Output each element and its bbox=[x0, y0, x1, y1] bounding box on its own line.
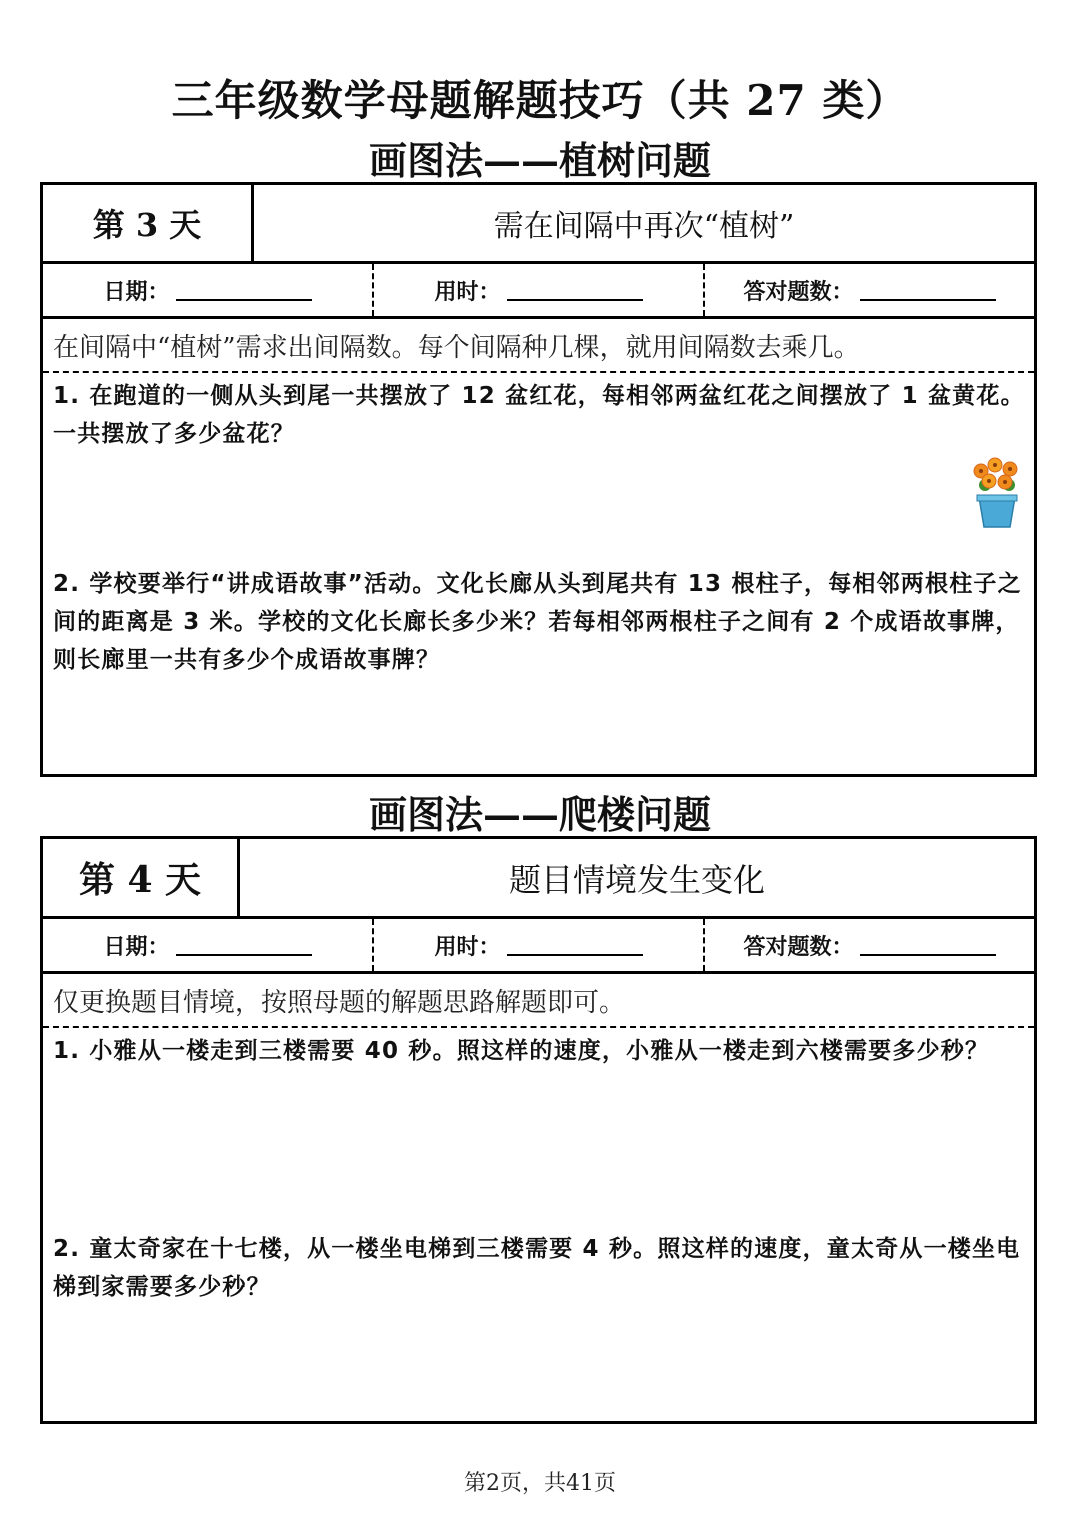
time-blank[interactable] bbox=[507, 934, 643, 956]
info-row bbox=[43, 919, 1034, 974]
info-row bbox=[43, 264, 1034, 319]
date-field[interactable] bbox=[43, 919, 372, 971]
correct-label: 答对题数： bbox=[743, 279, 854, 305]
problems-area bbox=[43, 1028, 1034, 1423]
correct-blank[interactable] bbox=[860, 279, 996, 301]
date-label: 日期： bbox=[103, 934, 170, 960]
problems-area bbox=[43, 373, 1034, 778]
flower-pot-icon bbox=[965, 453, 1029, 529]
date-label: 日期： bbox=[103, 279, 170, 305]
topic-label: 题目情境发生变化 bbox=[508, 860, 765, 899]
section-heading: 画图法——爬楼问题 bbox=[368, 792, 711, 837]
correct-blank[interactable] bbox=[860, 934, 996, 956]
problem-1: 1. 小雅从一楼走到三楼需要 40 秒。照这样的速度，小雅从一楼走到六楼需要多少秒？ bbox=[53, 1038, 990, 1064]
day-label: 第 3 天 bbox=[43, 185, 254, 261]
correct-field[interactable] bbox=[703, 264, 1034, 316]
problem-2: 2. 学校要举行“讲成语故事”活动。文化长廊从头到尾共有 13 根柱子，每相邻两根柱子之间的距离是 3 米。学校的文化长廊长多少米？若每相邻两根柱子之间有 2 个成语故事牌，则长廊里一共有多少个成语故事牌？ bbox=[53, 571, 1022, 673]
time-label: 用时： bbox=[434, 934, 501, 960]
date-blank[interactable] bbox=[176, 934, 312, 956]
tip-text: 在间隔中“植树”需求出间隔数。每个间隔种几棵，就用间隔数去乘几。 bbox=[43, 319, 1034, 373]
time-blank[interactable] bbox=[507, 279, 643, 301]
topic-label: 需在间隔中再次“植树” bbox=[493, 209, 795, 244]
correct-label: 答对题数： bbox=[743, 934, 854, 960]
time-field[interactable] bbox=[372, 919, 703, 971]
day-label: 第 4 天 bbox=[43, 839, 240, 916]
page-footer: 第2页，共41页 bbox=[464, 1471, 616, 1496]
worksheet-card-day4 bbox=[40, 836, 1037, 1424]
problem-1: 1. 在跑道的一侧从头到尾一共摆放了 12 盆红花，每相邻两盆红花之间摆放了 1 盆黄花。一共摆放了多少盆花？ bbox=[53, 383, 1025, 447]
time-label: 用时： bbox=[434, 279, 501, 305]
time-field[interactable] bbox=[372, 264, 703, 316]
page-title: 三年级数学母题解题技巧（共 27 类） bbox=[171, 76, 909, 125]
correct-field[interactable] bbox=[703, 919, 1034, 971]
tip-text: 仅更换题目情境，按照母题的解题思路解题即可。 bbox=[43, 974, 1034, 1028]
worksheet-card-day3 bbox=[40, 182, 1037, 777]
date-blank[interactable] bbox=[176, 279, 312, 301]
problem-2: 2. 童太奇家在十七楼，从一楼坐电梯到三楼需要 4 秒。照这样的速度，童太奇从一楼坐电梯到家需要多少秒？ bbox=[53, 1236, 1021, 1300]
section-heading: 画图法——植树问题 bbox=[368, 138, 711, 183]
date-field[interactable] bbox=[43, 264, 372, 316]
